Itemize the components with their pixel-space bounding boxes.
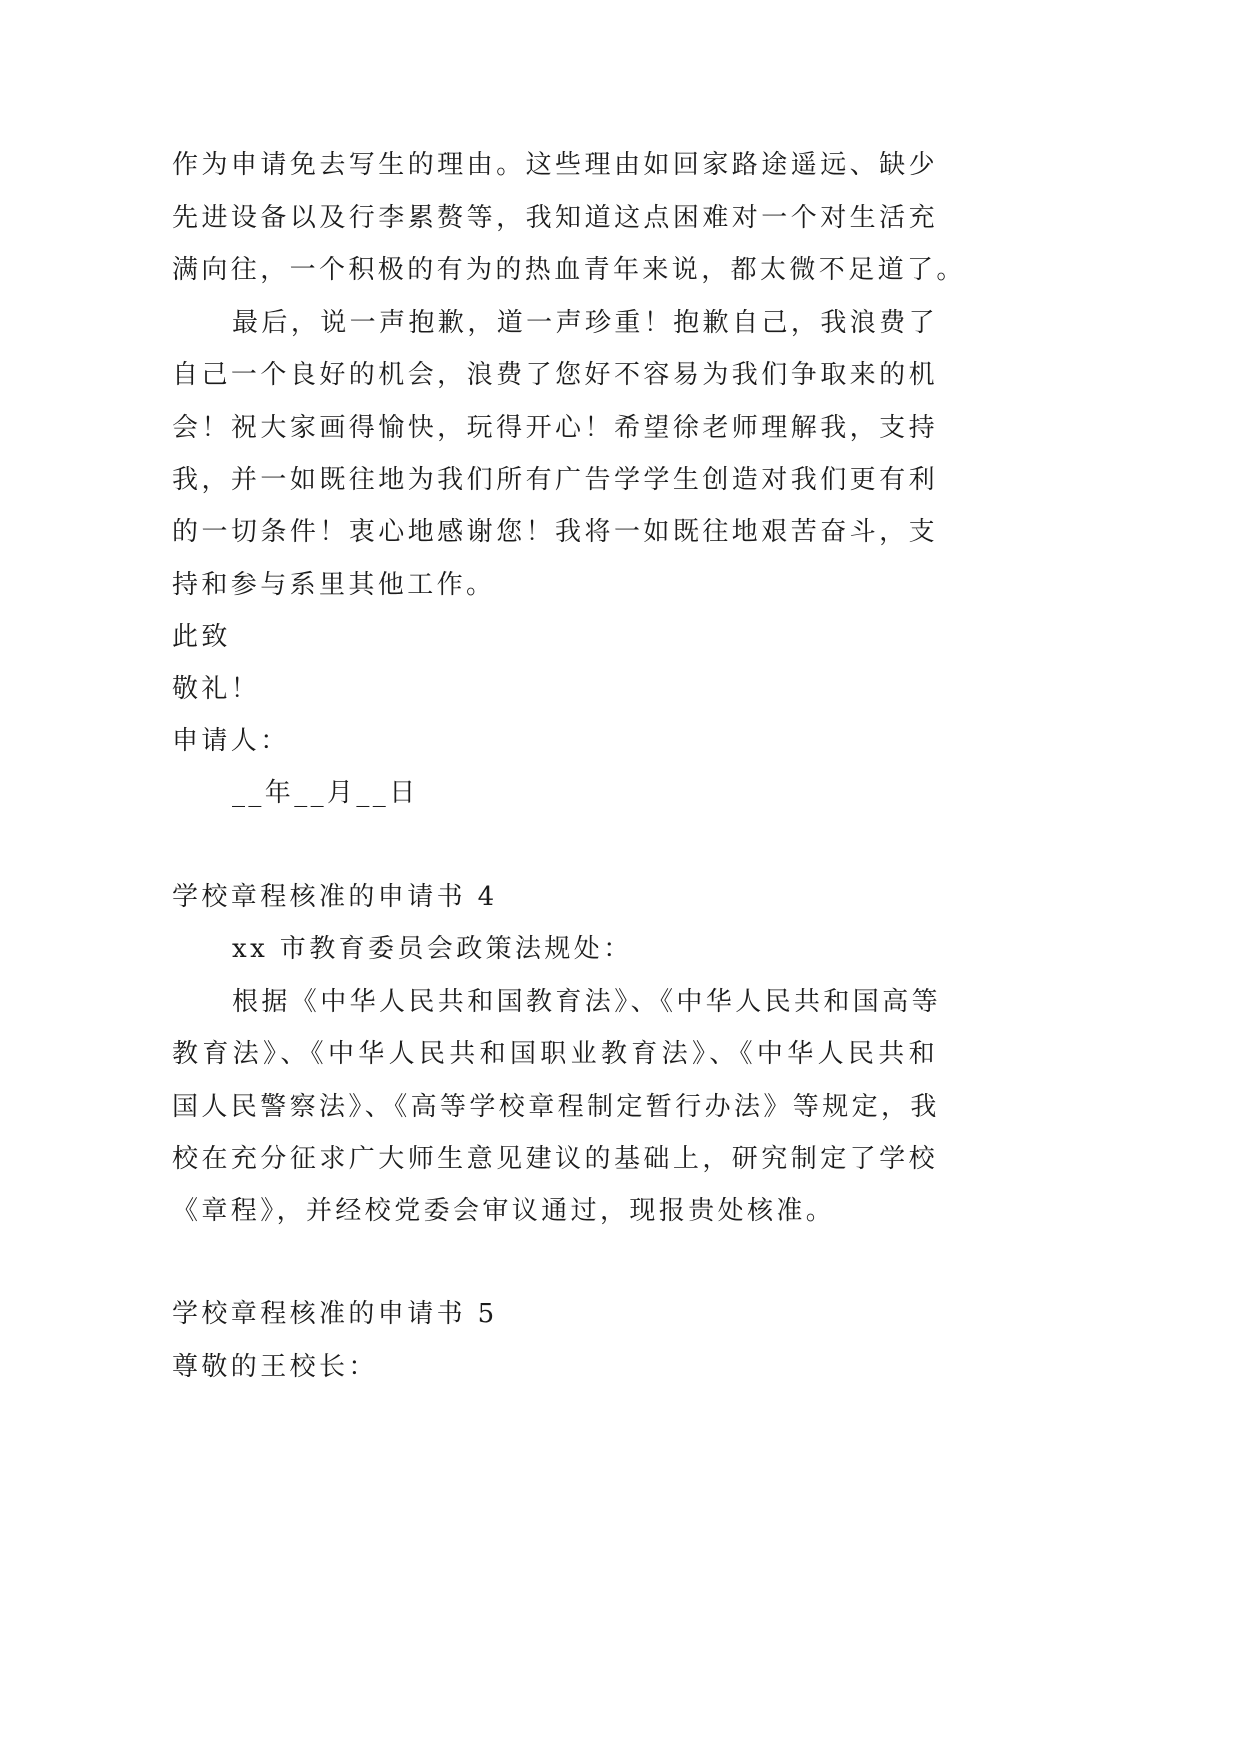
section-heading: 学校章程核准的申请书 4 [172, 882, 498, 912]
date-line: __年__月__日 [232, 778, 419, 808]
body-text-line: 满向往，一个积极的有为的热血青年来说，都太微不足道了。 [172, 255, 966, 285]
body-text-line: 最后，说一声抱歉，道一声珍重！抱歉自己，我浪费了 [232, 308, 938, 338]
closing-text: 此致 [172, 622, 231, 652]
body-text-line: 先进设备以及行李累赘等，我知道这点困难对一个对生活充 [172, 203, 938, 233]
body-text-line: 我，并一如既往地为我们所有广告学学生创造对我们更有利 [172, 465, 938, 495]
body-text-line: 自己一个良好的机会，浪费了您好不容易为我们争取来的机 [172, 360, 938, 390]
section-heading: 学校章程核准的申请书 5 [172, 1299, 498, 1329]
addressee-line: xx 市教育委员会政策法规处： [232, 934, 633, 964]
body-text-line: 的一切条件！衷心地感谢您！我将一如既往地艰苦奋斗，支 [172, 517, 938, 547]
applicant-label: 申请人： [172, 726, 290, 756]
body-text-line: 《章程》，并经校党委会审议通过，现报贵处核准。 [172, 1196, 836, 1226]
body-text-line: 根据《中华人民共和国教育法》、《中华人民共和国高等 [232, 987, 942, 1017]
body-text-line: 校在充分征求广大师生意见建议的基础上，研究制定了学校 [172, 1144, 938, 1174]
addressee-line: 尊敬的王校长： [172, 1352, 378, 1382]
body-text-line: 会！祝大家画得愉快，玩得开心！希望徐老师理解我，支持 [172, 413, 938, 443]
body-text-line: 国人民警察法》、《高等学校章程制定暂行办法》等规定，我 [172, 1092, 940, 1122]
body-text-line: 持和参与系里其他工作。 [172, 570, 496, 600]
body-text-line: 教育法》、《中华人民共和国职业教育法》、《中华人民共和 [172, 1039, 938, 1069]
salutation-text: 敬礼！ [172, 674, 261, 704]
body-text-line: 作为申请免去写生的理由。这些理由如回家路途遥远、缺少 [172, 150, 938, 180]
